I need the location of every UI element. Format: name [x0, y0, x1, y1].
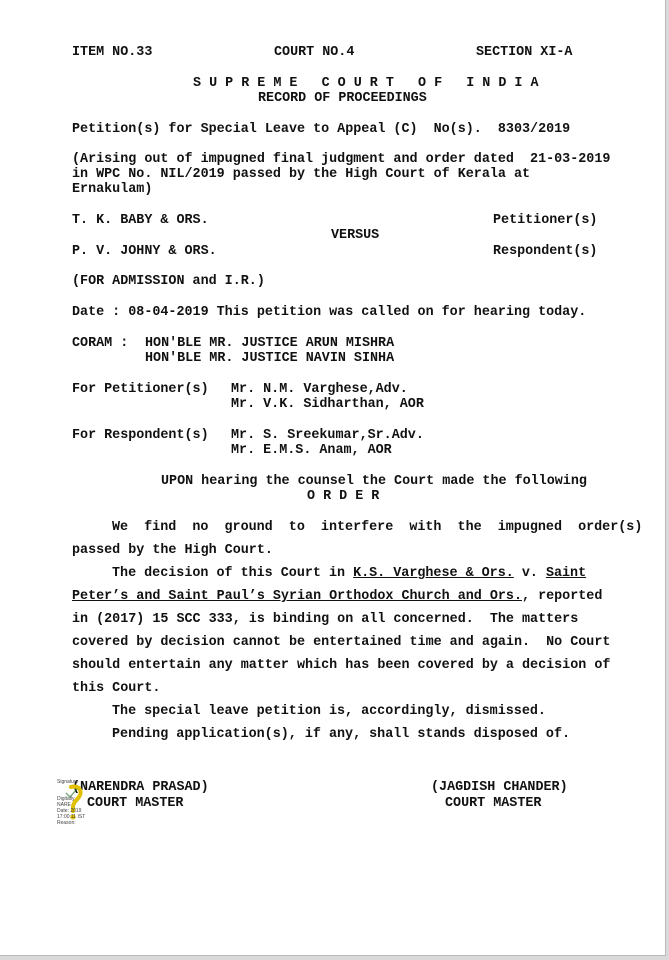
digital-sig-line-1: Signature — [57, 779, 79, 785]
order-para-2-line-3: in (2017) 15 SCC 333, is binding on all concerned. The matters — [72, 612, 579, 627]
digital-sig-line-6: Reason: — [57, 820, 76, 826]
order-para-4: Pending application(s), if any, shall stands disposed of. — [112, 727, 571, 742]
case-name-2-rest: Peter’s and Saint Paul’s Syrian Orthodox Church and Ors. — [72, 589, 522, 604]
order-para-2-line-2 — [72, 589, 602, 604]
hearing-date-line: Date : 08-04-2019 This petition was called on for hearing today. — [72, 305, 587, 320]
petitioner-counsel-label: For Petitioner(s) — [72, 382, 209, 397]
judge-2: HON'BLE MR. JUSTICE NAVIN SINHA — [145, 351, 395, 366]
reported-text: , reported — [522, 589, 603, 604]
order-para-2-line-6: this Court. — [72, 681, 161, 696]
digital-sig-line-3: NARE — [57, 802, 71, 808]
petitioner-role: Petitioner(s) — [493, 213, 598, 228]
respondent-counsel-1: Mr. S. Sreekumar,Sr.Adv. — [231, 428, 424, 443]
respondent-name: P. V. JOHNY & ORS. — [72, 244, 217, 259]
right-signatory-name: (JAGDISH CHANDER) — [431, 780, 568, 795]
order-para-1-line-1: We find no ground to interfere with the impugned order(s) — [112, 520, 643, 535]
respondent-counsel-2: Mr. E.M.S. Anam, AOR — [231, 443, 392, 458]
right-signatory-title: COURT MASTER — [445, 796, 542, 811]
arising-line-3: Ernakulam) — [72, 182, 153, 197]
case-name-2-start: Saint — [545, 566, 587, 581]
versus-short: v. — [513, 566, 546, 581]
digital-sig-line-4: Date: 2019 — [57, 808, 82, 814]
respondent-role: Respondent(s) — [493, 244, 598, 259]
left-signatory-name: (NARENDRA PRASAD) — [72, 780, 209, 795]
petitioner-counsel-2: Mr. V.K. Sidharthan, AOR — [231, 397, 424, 412]
coram-label: CORAM : — [72, 336, 129, 351]
petitioner-name: T. K. BABY & ORS. — [72, 213, 209, 228]
case-name-1: K.S. Varghese & Ors. — [353, 566, 514, 581]
order-para-2-line-5: should entertain any matter which has been covered by a decision of — [72, 658, 611, 673]
order-para-2-line-1 — [112, 566, 586, 581]
arising-line-2: in WPC No. NIL/2019 passed by the High Court of Kerala at — [72, 167, 531, 182]
petitioner-counsel-1: Mr. N.M. Varghese,Adv. — [231, 382, 408, 397]
record-title: RECORD OF PROCEEDINGS — [258, 91, 427, 106]
item-number: ITEM NO.33 — [72, 45, 153, 60]
order-para-3: The special leave petition is, accordingly, dismissed. — [112, 704, 546, 719]
order-heading: O R D E R — [307, 489, 380, 504]
section-number: SECTION XI-A — [476, 45, 573, 60]
petition-line: Petition(s) for Special Leave to Appeal (C) No(s). 8303/2019 — [72, 122, 571, 137]
order-para-2-line-4: covered by decision cannot be entertained time and again. No Court — [72, 635, 611, 650]
digital-sig-line-2: Digitally — [57, 796, 75, 802]
respondent-counsel-label: For Respondent(s) — [72, 428, 209, 443]
versus-label: VERSUS — [331, 228, 380, 243]
left-signatory-title: COURT MASTER — [87, 796, 184, 811]
decision-intro-text: The decision of this Court in — [112, 566, 354, 581]
purpose-line: (FOR ADMISSION and I.R.) — [72, 274, 265, 289]
digital-signature-stamp — [57, 779, 87, 825]
order-intro: UPON hearing the counsel the Court made the following — [161, 474, 587, 489]
court-name: S U P R E M E C O U R T O F I N D I A — [193, 76, 539, 91]
judge-1: HON'BLE MR. JUSTICE ARUN MISHRA — [145, 336, 395, 351]
order-para-1-line-2: passed by the High Court. — [72, 543, 273, 558]
arising-line-1: (Arising out of impugned final judgment and order dated 21-03-2019 — [72, 152, 611, 167]
court-number: COURT NO.4 — [274, 45, 355, 60]
digital-sig-line-5: 17:00:11 IST — [57, 814, 86, 820]
